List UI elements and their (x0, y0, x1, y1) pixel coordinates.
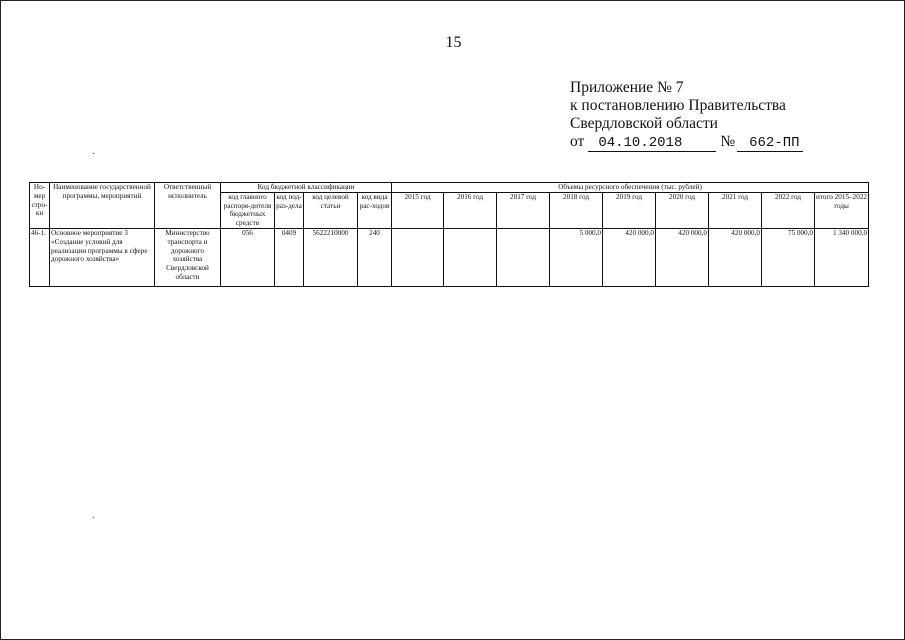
header-code-subsection: код под-раз-дела (275, 192, 304, 228)
header-code-target: код целевой статьи (304, 192, 358, 228)
header-budget-classification: Код бюджетной классификации (221, 183, 392, 193)
header-name: Наименование государственной программы, мероприятий (50, 183, 155, 229)
cell-year-2016 (444, 228, 497, 286)
resource-table (29, 182, 869, 287)
header-year-2018: 2018 год (550, 192, 603, 228)
cell-year-2018: 5 000,0 (550, 228, 603, 286)
annex-region-line: Свердловской области (570, 115, 718, 132)
annex-block (570, 79, 803, 152)
cell-name: Основное мероприятие 3 «Создание условий для реализации программы в сфере дорожного хозяйства» (50, 228, 155, 286)
cell-code-expense-type: 240 (358, 228, 392, 286)
annex-date-number-row (570, 133, 803, 152)
header-year-2016: 2016 год (444, 192, 497, 228)
cell-row-number: 46-1. (30, 228, 50, 286)
table-header-row (30, 183, 869, 193)
header-total: итого 2015–2022 годы (815, 192, 869, 228)
resolution-date: 04.10.2018 (588, 135, 716, 152)
header-year-2022: 2022 год (762, 192, 815, 228)
cell-year-2021: 420 000,0 (709, 228, 762, 286)
table-row (30, 228, 869, 286)
number-label: № (720, 133, 736, 150)
header-executor: Ответственный исполнитель (155, 183, 221, 229)
date-prefix: от (570, 133, 585, 150)
annex-resolution-line: к постановлению Правительства (570, 97, 786, 114)
header-year-2021: 2021 год (709, 192, 762, 228)
scan-speck (93, 153, 94, 154)
header-year-2020: 2020 год (656, 192, 709, 228)
cell-year-2017 (497, 228, 550, 286)
cell-executor: Министерство транспорта и дорожного хозяйства Свердловской области (155, 228, 221, 286)
resolution-number: 662-ПП (737, 135, 803, 152)
header-code-expense-type: код вида рас-ходов (358, 192, 392, 228)
cell-code-subsection: 0409 (275, 228, 304, 286)
cell-year-2020: 420 000,0 (656, 228, 709, 286)
cell-year-2015 (392, 228, 444, 286)
annex-title: Приложение № 7 (570, 79, 684, 96)
scan-speck (93, 517, 94, 518)
header-code-manager: код главного распоря-дителя бюджетных средств (221, 192, 275, 228)
cell-code-target: 5622210000 (304, 228, 358, 286)
header-resources: Объемы ресурсного обеспечения (тыс. рублей) (392, 183, 869, 193)
cell-year-2019: 420 000,0 (603, 228, 656, 286)
header-year-2019: 2019 год (603, 192, 656, 228)
cell-code-manager: 056 (221, 228, 275, 286)
header-row-number: Но-мер стро-ки (30, 183, 50, 229)
page-number: 15 (445, 34, 462, 51)
cell-year-2022: 75 000,0 (762, 228, 815, 286)
header-year-2017: 2017 год (497, 192, 550, 228)
header-year-2015: 2015 год (392, 192, 444, 228)
cell-total: 1 340 000,0 (815, 228, 869, 286)
